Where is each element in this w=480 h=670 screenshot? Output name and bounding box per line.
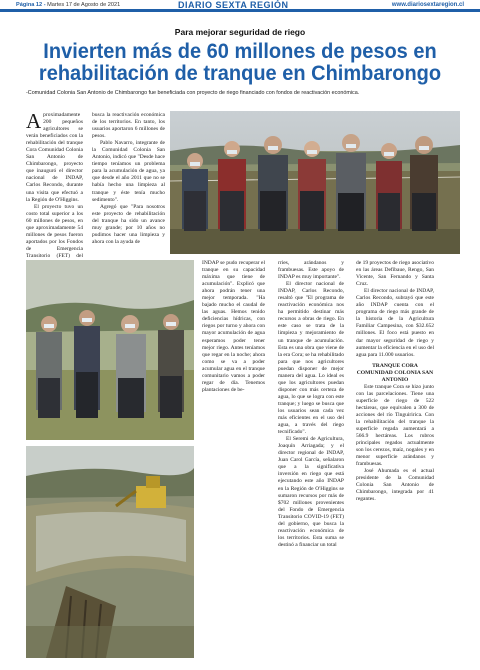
newspaper-url[interactable]: www.diariosextaregion.cl — [391, 2, 464, 8]
page-number: Página 12 — [16, 2, 43, 8]
paragraph: Aproximadamente 200 pequeños agricultores se verán beneficiados con la rehabilitación del tranque Cora Comunidad Colonia San Antonio de Chimbarongo, proyecto que inauguró el director nacional de INDAP, Carlos Recondo, durante una visita que efectuó a la Región de O'Higgins. — [26, 109, 83, 203]
field-visit-photo — [26, 260, 194, 440]
group-photo-image — [170, 111, 460, 254]
paragraph: José Ahumada es el actual presidente de la Comunidad Colonia San Antonio de Chimbarongo, integrada por 41 regantes. — [356, 468, 434, 503]
paragraph: busca la reactivación económica de los territorios. En tanto, los usuarios aportaron 6 millones de pesos. — [92, 112, 165, 140]
pond-works-photo — [26, 446, 194, 658]
field-visit-photo-image — [26, 260, 194, 440]
paragraph: Pablo Navarro, integrante de la Comunidad Colonia San Antonio, indicó que "Desde hace tiempo teníamos un problema para la acumulación de agua, ya que desde el año 2011 que no se había hecho una limpieza al tranque y éste tenía mucho sedimento". — [92, 140, 165, 203]
article-column-5 — [356, 260, 434, 503]
drop-cap: A — [26, 109, 42, 133]
paragraph: Este tranque Cora se hizo junto con las parcelaciones. Tiene una superficie de riego de 522 hectáreas, que equivalen a 300 de acciones del río Tinguiririca. Con la rehabilitación del tranque la superficie regada aumentará a 566.9 hectáreas. Los rubros principales regados actualmente son los cerezos, maíz, nogales y en menor superficie arándanos y frambuesas. — [356, 383, 434, 468]
section-subheading: TRANQUE CORA COMUNIDAD COLONIA SAN ANTONIO — [356, 362, 434, 383]
newspaper-title: DIARIO SEXTA REGIÓN — [178, 0, 289, 10]
paragraph: El proyecto tuvo un costo total superior a los 60 millones de pesos, en que aproximadamente 54 millones de pesos fueron aportados por los Fondos de Emergencia Transitorio (FET) del — [26, 203, 83, 259]
masthead — [0, 0, 480, 12]
paragraph: Agregó que "Para nosotros este proyecto de rehabilitación del tranque ha sido un avance muy grande; por 10 años no pudimos hacer una limpieza y ahora con la ayuda de — [92, 203, 165, 245]
paragraph: El director nacional de INDAP, Carlos Recondo, resaltó que "El programa de reactivación económica nos ha permitido destinar más recursos a obras de riego. En este caso se trata de la limpieza y mejoramiento de un tranque de acumulación. Esta es una obra que viene de la era Cora; se ha rehabilitado para que nos agricultores puedan disponer de mejor manera del agua. Lo ideal es que los agricultores puedan disponer con más certeza de agua, lo que se logra con este tranque; y luego se busca que los usuarios sean cada vez más eficientes en el uso del agua, a través del riego tecnificado". — [278, 281, 344, 436]
paragraph: INDAP se pudo recuperar el tranque en su capacidad máxima que tiene de acumulación". Explicó que ahora podrán tener una mejor temporada. "Ha bajado mucho el caudal de las aguas. Hemos tenido deficiencias hídricas, con riegos por turno y ahora con mayor acumulación de agua esperamos poder tener mejor riego. Antes teníamos que regar en la noche; ahora como se va a poder acumular agua en el tranque comunitario vamos a poder regar de día. Tenemos plantaciones de be- — [202, 260, 265, 393]
paragraph: El Seremi de Agricultura, Joaquín Arriagada; y el director regional de INDAP, Juan Carol García, señalaron que a la significativa inversión en riego que está ejecutando este año INDAP en la Región de O'Higgins se sumaron recursos por más de $702 millones provenientes del Fondo de Emergencia Transitorio COVID-19 (FET) del gobierno, que busca la reactivación económica de los territorios. Esta suma se destinó a financiar un total — [278, 436, 344, 548]
article-column-4 — [278, 260, 344, 549]
group-photo — [170, 111, 460, 254]
page-info: Página 12 - Martes 17 de Agosto de 2021 — [16, 2, 121, 8]
article-kicker: Para mejorar seguridad de riego — [174, 27, 306, 37]
article-column-1 — [26, 109, 83, 267]
headline-line-2: rehabilitación de tranque en Chimbarongo — [38, 61, 442, 85]
paragraph: El director nacional de INDAP, Carlos Recondo, subrayó que este año INDAP cuenta con el programa de riego más grande de la historia de la Agricultura Familiar Campesina, con $32.652 millones. El foco está puesto en dar mayor seguridad de riego y aumentar la eficiencia en el uso del agua para 11.000 usuarios. — [356, 288, 434, 358]
article-column-3 — [202, 260, 265, 394]
article-column-2 — [92, 112, 165, 246]
issue-date: Martes 17 de Agosto de 2021 — [47, 2, 121, 8]
paragraph: rries, arándanos y frambuesas. Este apoyo de INDAP es muy importante". — [278, 260, 344, 281]
article-headline — [28, 40, 452, 84]
article-caption: -Comunidad Colonia San Antonio de Chimbarongo fue beneficiada con proyecto de riego financiado con fondos de reactivación económica. — [26, 90, 360, 96]
pond-works-photo-image — [26, 446, 194, 658]
paragraph: de 19 proyectos de riego asociativo en las áreas Defibaue, Rengo, San Vicente, San Fernando y Santa Cruz. — [356, 260, 434, 288]
headline-line-1: Invierten más de 60 millones de pesos en — [43, 39, 437, 63]
